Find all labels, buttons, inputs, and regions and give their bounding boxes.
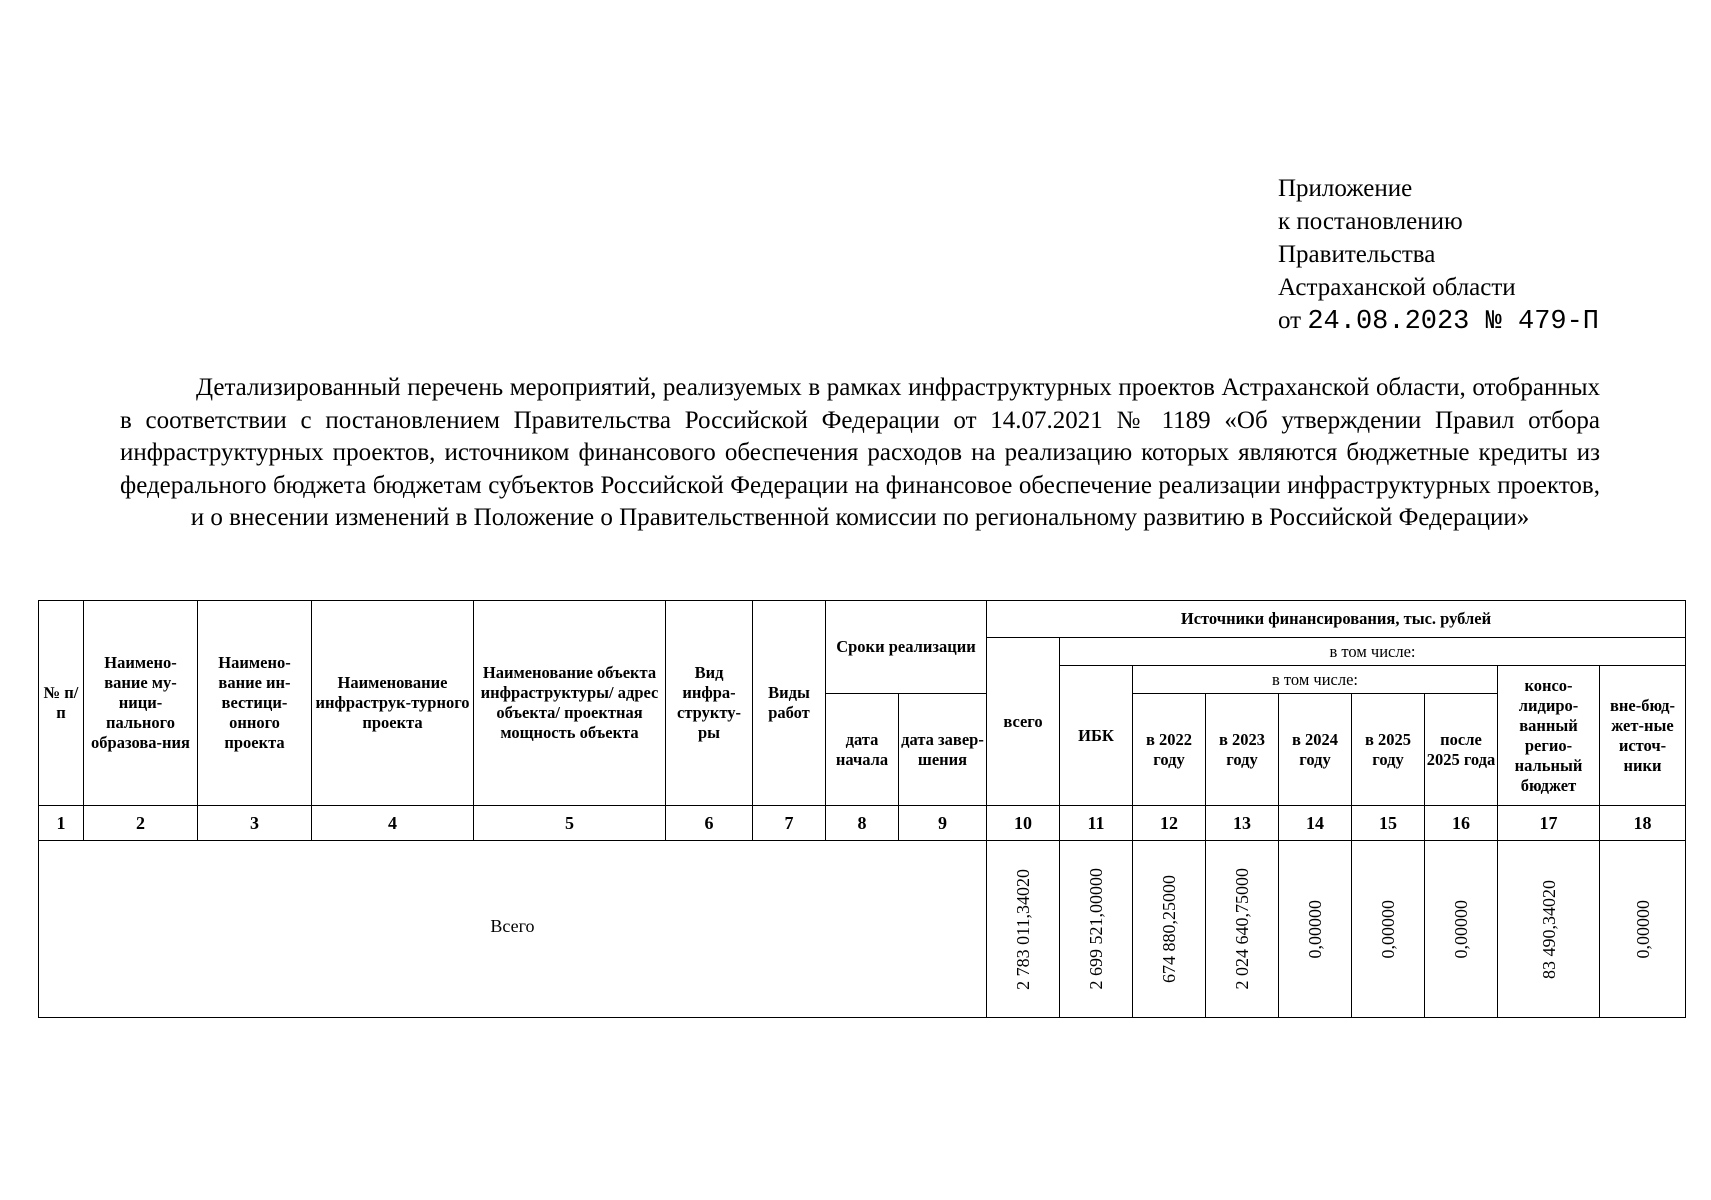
annex-date-line: [1278, 304, 1599, 339]
header-investment: Наимено-вание ин-вестици-онного проекта: [198, 601, 312, 806]
total-cell-after2025: [1425, 841, 1498, 1018]
total-value-y2022: 674 880,25000: [1159, 875, 1179, 983]
col-num-5: 5: [474, 806, 666, 841]
header-including: в том числе:: [1060, 638, 1686, 666]
total-value-y2025: 0,00000: [1378, 899, 1398, 959]
total-value-total: 2 783 011,34020: [1013, 868, 1033, 990]
col-num-18: 18: [1600, 806, 1686, 841]
header-start-date: дата начала: [826, 694, 899, 806]
document-title: [120, 372, 1600, 535]
total-value-y2024: 0,00000: [1305, 899, 1325, 959]
col-num-7: 7: [753, 806, 826, 841]
total-cell-extrabudget: [1600, 841, 1686, 1018]
total-cell-y2023: [1206, 841, 1279, 1018]
col-num-8: 8: [826, 806, 899, 841]
header-end-date: дата завер-шения: [899, 694, 987, 806]
total-cell-y2025: [1352, 841, 1425, 1018]
document-title-text: Детализированный перечень мероприятий, реализуемых в рамках инфраструктурных проектов Астраханской области, отобранных в соответствии с постановлением Правительства Российской Федерации от 14.07.2021 № 1189 «Об утверждении Правил отбора инфраструктурных проектов, источником финансового обеспечения расходов на реализацию которых являются бюджетные кредиты из федерального бюджета бюджетам субъектов Российской Федерации на финансовое обеспечение реализации инфраструктурных проектов, и о внесении изменений в Положение о Правительственной комиссии по региональному развитию в Российской Федерации»: [120, 374, 1600, 531]
header-including-2: в том числе:: [1133, 666, 1498, 694]
col-num-16: 16: [1425, 806, 1498, 841]
header-infra-project: Наименование инфраструк-турного проекта: [312, 601, 474, 806]
total-label: Всего: [39, 841, 987, 1018]
total-row: [39, 841, 1686, 1018]
annex-line-3: Правительства: [1278, 241, 1436, 268]
header-object: Наименование объекта инфраструктуры/ адрес объекта/ проектная мощность объекта: [474, 601, 666, 806]
total-cell-ibk: [1060, 841, 1133, 1018]
col-num-3: 3: [198, 806, 312, 841]
total-value-after2025: 0,00000: [1451, 899, 1471, 959]
total-cell-y2022: [1133, 841, 1206, 1018]
header-after2025: после 2025 года: [1425, 694, 1498, 806]
annex-line-1: Приложение: [1278, 175, 1413, 202]
header-extrabudget: вне-бюд-жет-ные источ-ники: [1600, 666, 1686, 806]
header-work-types: Виды работ: [753, 601, 826, 806]
annex-date-number: 24.08.2023 № 479-П: [1307, 307, 1600, 337]
total-value-y2023: 2 024 640,75000: [1232, 868, 1252, 990]
header-y2022: в 2022 году: [1133, 694, 1206, 806]
col-num-11: 11: [1060, 806, 1133, 841]
total-value-extrabudget: 0,00000: [1632, 899, 1653, 959]
annex-line-2: к постановлению: [1278, 208, 1463, 235]
header-y2023: в 2023 году: [1206, 694, 1279, 806]
col-num-15: 15: [1352, 806, 1425, 841]
header-infra-type: Вид инфра-структу-ры: [666, 601, 753, 806]
header-row-1: [39, 601, 1686, 638]
col-num-17: 17: [1498, 806, 1600, 841]
header-y2024: в 2024 году: [1279, 694, 1352, 806]
col-num-9: 9: [899, 806, 987, 841]
header-ibk: ИБК: [1060, 666, 1133, 806]
col-num-14: 14: [1279, 806, 1352, 841]
col-num-1: 1: [39, 806, 84, 841]
col-num-4: 4: [312, 806, 474, 841]
col-num-6: 6: [666, 806, 753, 841]
header-funding: Источники финансирования, тыс. рублей: [987, 601, 1686, 638]
header-municipality: Наимено-вание му-ници-пального образова-ния: [84, 601, 198, 806]
total-cell-y2024: [1279, 841, 1352, 1018]
total-cell-total: [987, 841, 1060, 1018]
header-consolidated: консо-лидиро-ванный регио-нальный бюджет: [1498, 666, 1600, 806]
header-total: всего: [987, 638, 1060, 806]
col-num-13: 13: [1206, 806, 1279, 841]
header-y2025: в 2025 году: [1352, 694, 1425, 806]
col-num-2: 2: [84, 806, 198, 841]
annex-date-prefix: от: [1278, 307, 1302, 334]
column-number-row: [39, 806, 1686, 841]
annex-line-4: Астраханской области: [1278, 274, 1516, 301]
annex-block: [1278, 172, 1599, 339]
projects-table: [38, 600, 1686, 1018]
total-cell-consolidated: [1498, 841, 1600, 1018]
total-value-consolidated: 83 490,34020: [1538, 879, 1559, 979]
col-num-10: 10: [987, 806, 1060, 841]
col-num-12: 12: [1133, 806, 1206, 841]
total-value-ibk: 2 699 521,00000: [1086, 868, 1106, 990]
header-timeline: Сроки реализации: [826, 601, 987, 694]
header-num: № п/п: [39, 601, 84, 806]
